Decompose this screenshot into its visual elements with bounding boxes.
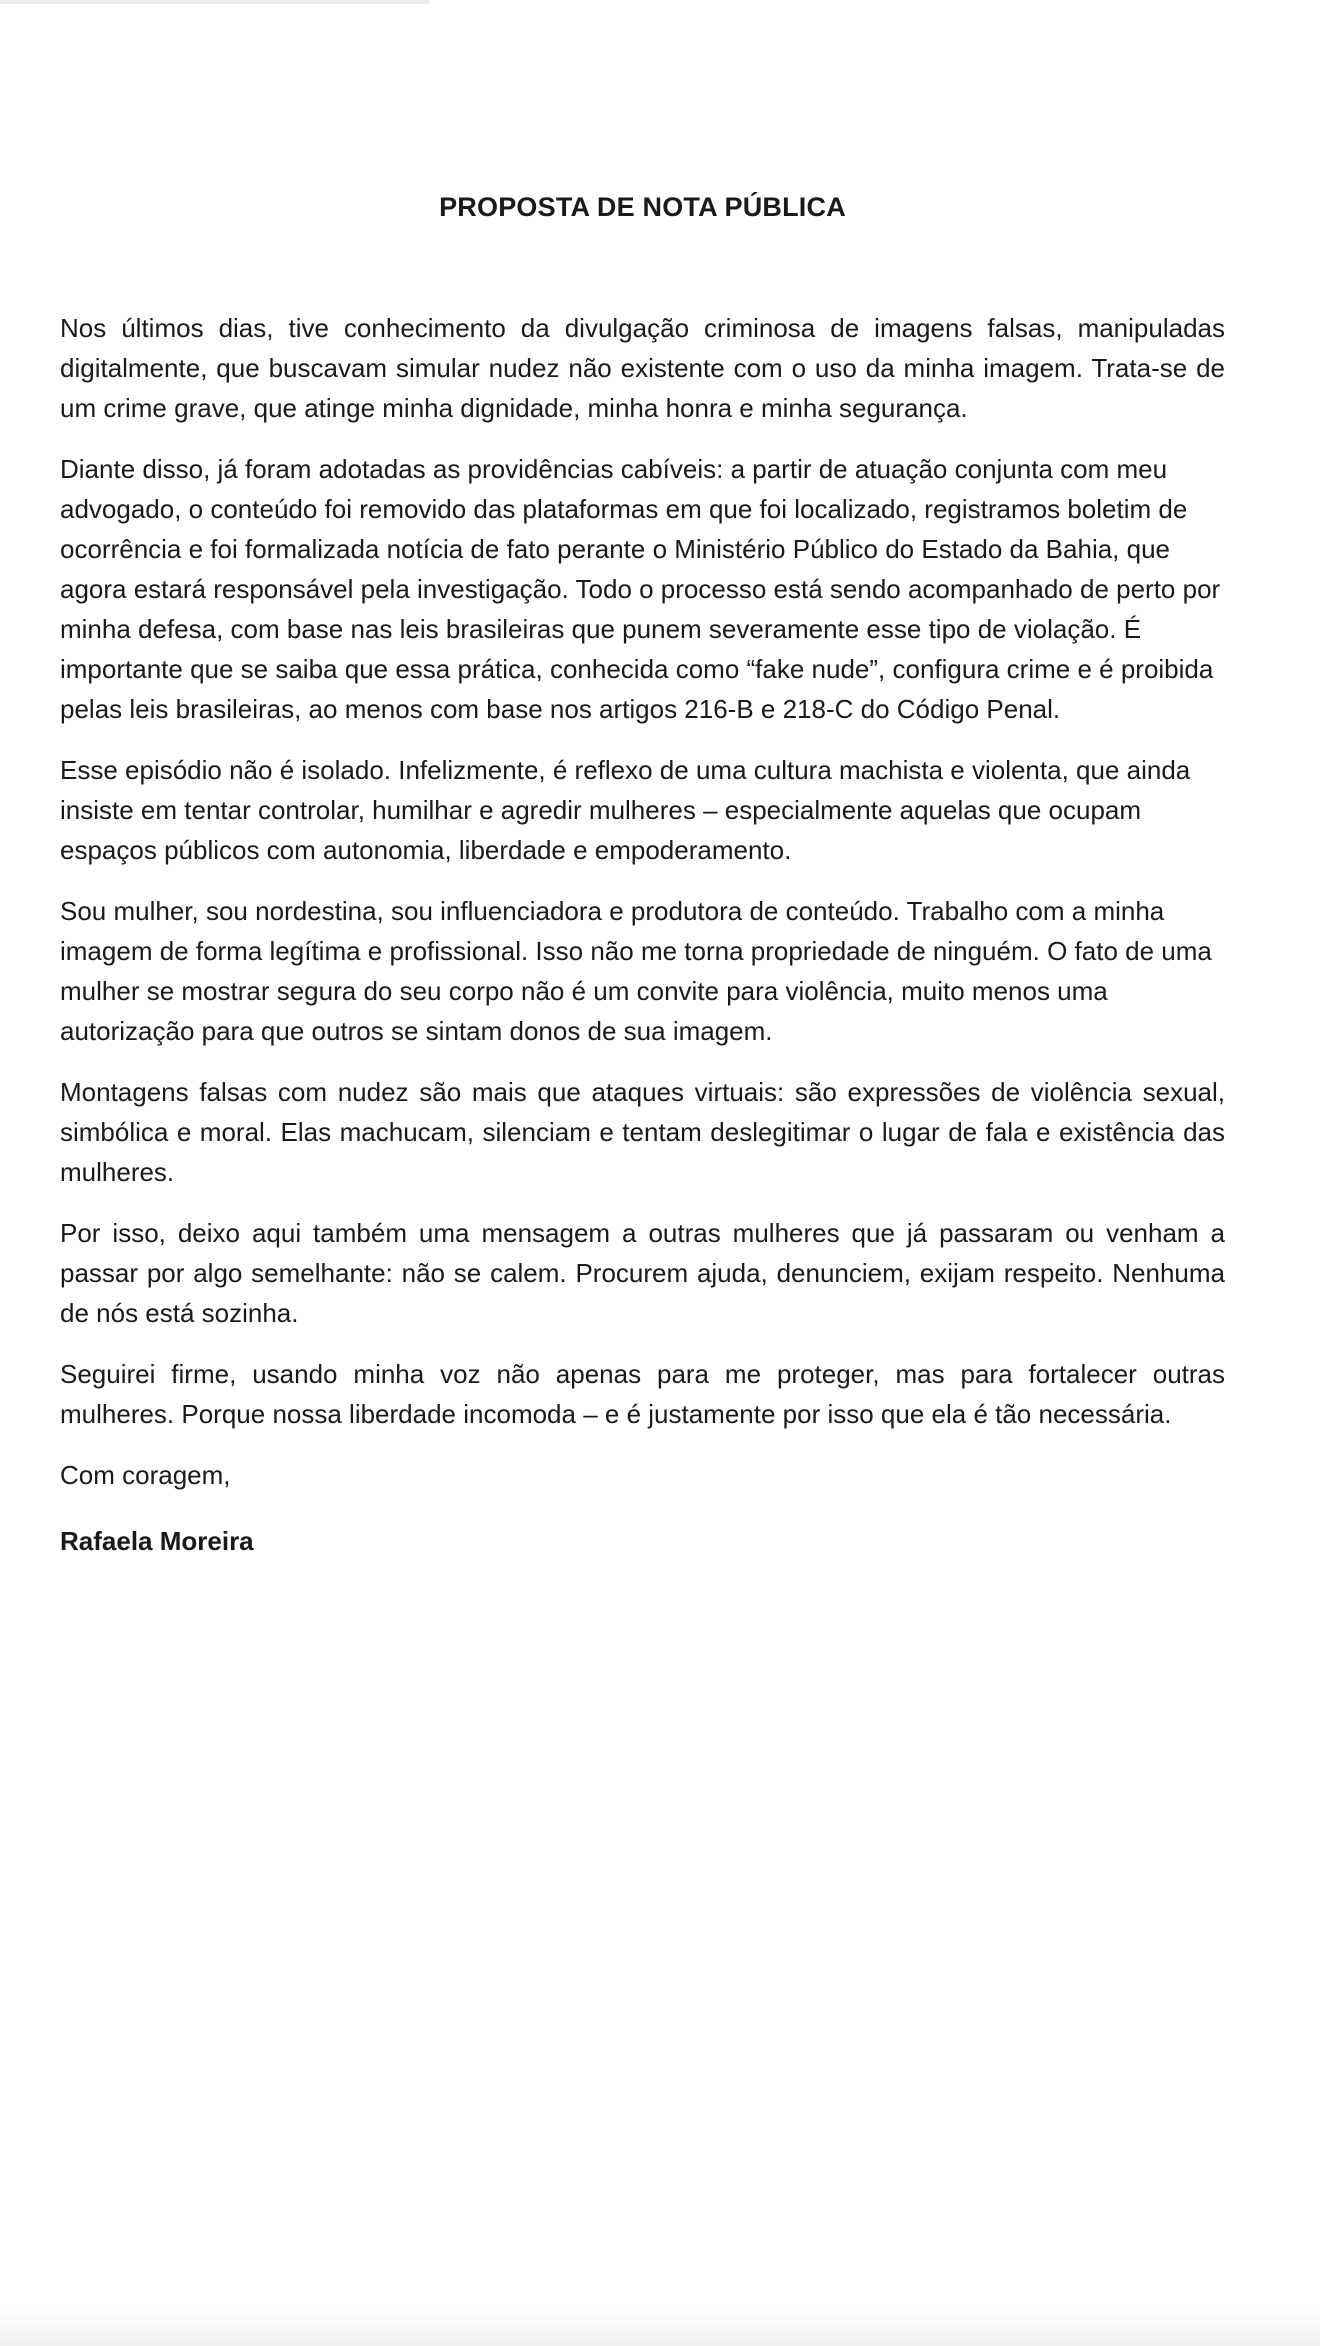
paragraph-7: Seguirei firme, usando minha voz não apenas para me proteger, mas para fortalecer outras mulheres. Porque nossa liberdade incomoda – e é justamente por isso que ela é tão necessária. — [60, 1359, 1225, 1429]
document-body — [60, 308, 1225, 1561]
paragraph-5: Montagens falsas com nudez são mais que ataques virtuais: são expressões de violência sexual, simbólica e moral. Elas machucam, silenciam e tentam deslegitimar o lugar de fala e existência das mulheres. — [60, 1077, 1225, 1187]
signature: Rafaela Moreira — [60, 1526, 254, 1556]
paragraph-2: Diante disso, já foram adotadas as providências cabíveis: a partir de atuação conjunta com meu advogado, o conteúdo foi removido das plataformas em que foi localizado, registramos boletim de ocorrência e foi formalizada notícia de fato perante o Ministério Público do Estado da Bahia, que agora estará responsável pela investigação. Todo o processo está sendo acompanhado de perto por minha defesa, com base nas leis brasileiras que punem severamente esse tipo de violação. É importante que se saiba que essa prática, conhecida como “fake nude”, configura crime e é proibida pelas leis brasileiras, ao menos com base nos artigos 216-B e 218-C do Código Penal. — [60, 454, 1221, 724]
document-title: PROPOSTA DE NOTA PÚBLICA — [439, 192, 846, 222]
paragraph-4: Sou mulher, sou nordestina, sou influenciadora e produtora de conteúdo. Trabalho com a minha imagem de forma legítima e profissional. Isso não me torna propriedade de ninguém. O fato de uma mulher se mostrar segura do seu corpo não é um convite para violência, muito menos uma autorização para que outros se sintam donos de sua imagem. — [60, 896, 1212, 1046]
bottom-edge-shadow — [0, 2310, 1320, 2346]
closing-line: Com coragem, — [60, 1460, 231, 1490]
paragraph-1: Nos últimos dias, tive conhecimento da divulgação criminosa de imagens falsas, manipuladas digitalmente, que buscavam simular nudez não existente com o uso da minha imagem. Trata-se de um crime grave, que atinge minha dignidade, minha honra e minha segurança. — [60, 313, 1225, 423]
paragraph-3: Esse episódio não é isolado. Infelizmente, é reflexo de uma cultura machista e violenta, que ainda insiste em tentar controlar, humilhar e agredir mulheres – especialmente aquelas que ocupam espaços públicos com autonomia, liberdade e empoderamento. — [60, 755, 1191, 865]
top-edge-shadow — [0, 0, 430, 4]
paragraph-6: Por isso, deixo aqui também uma mensagem a outras mulheres que já passaram ou venham a passar por algo semelhante: não se calem. Procurem ajuda, denunciem, exijam respeito. Nenhuma de nós está sozinha. — [60, 1218, 1225, 1328]
